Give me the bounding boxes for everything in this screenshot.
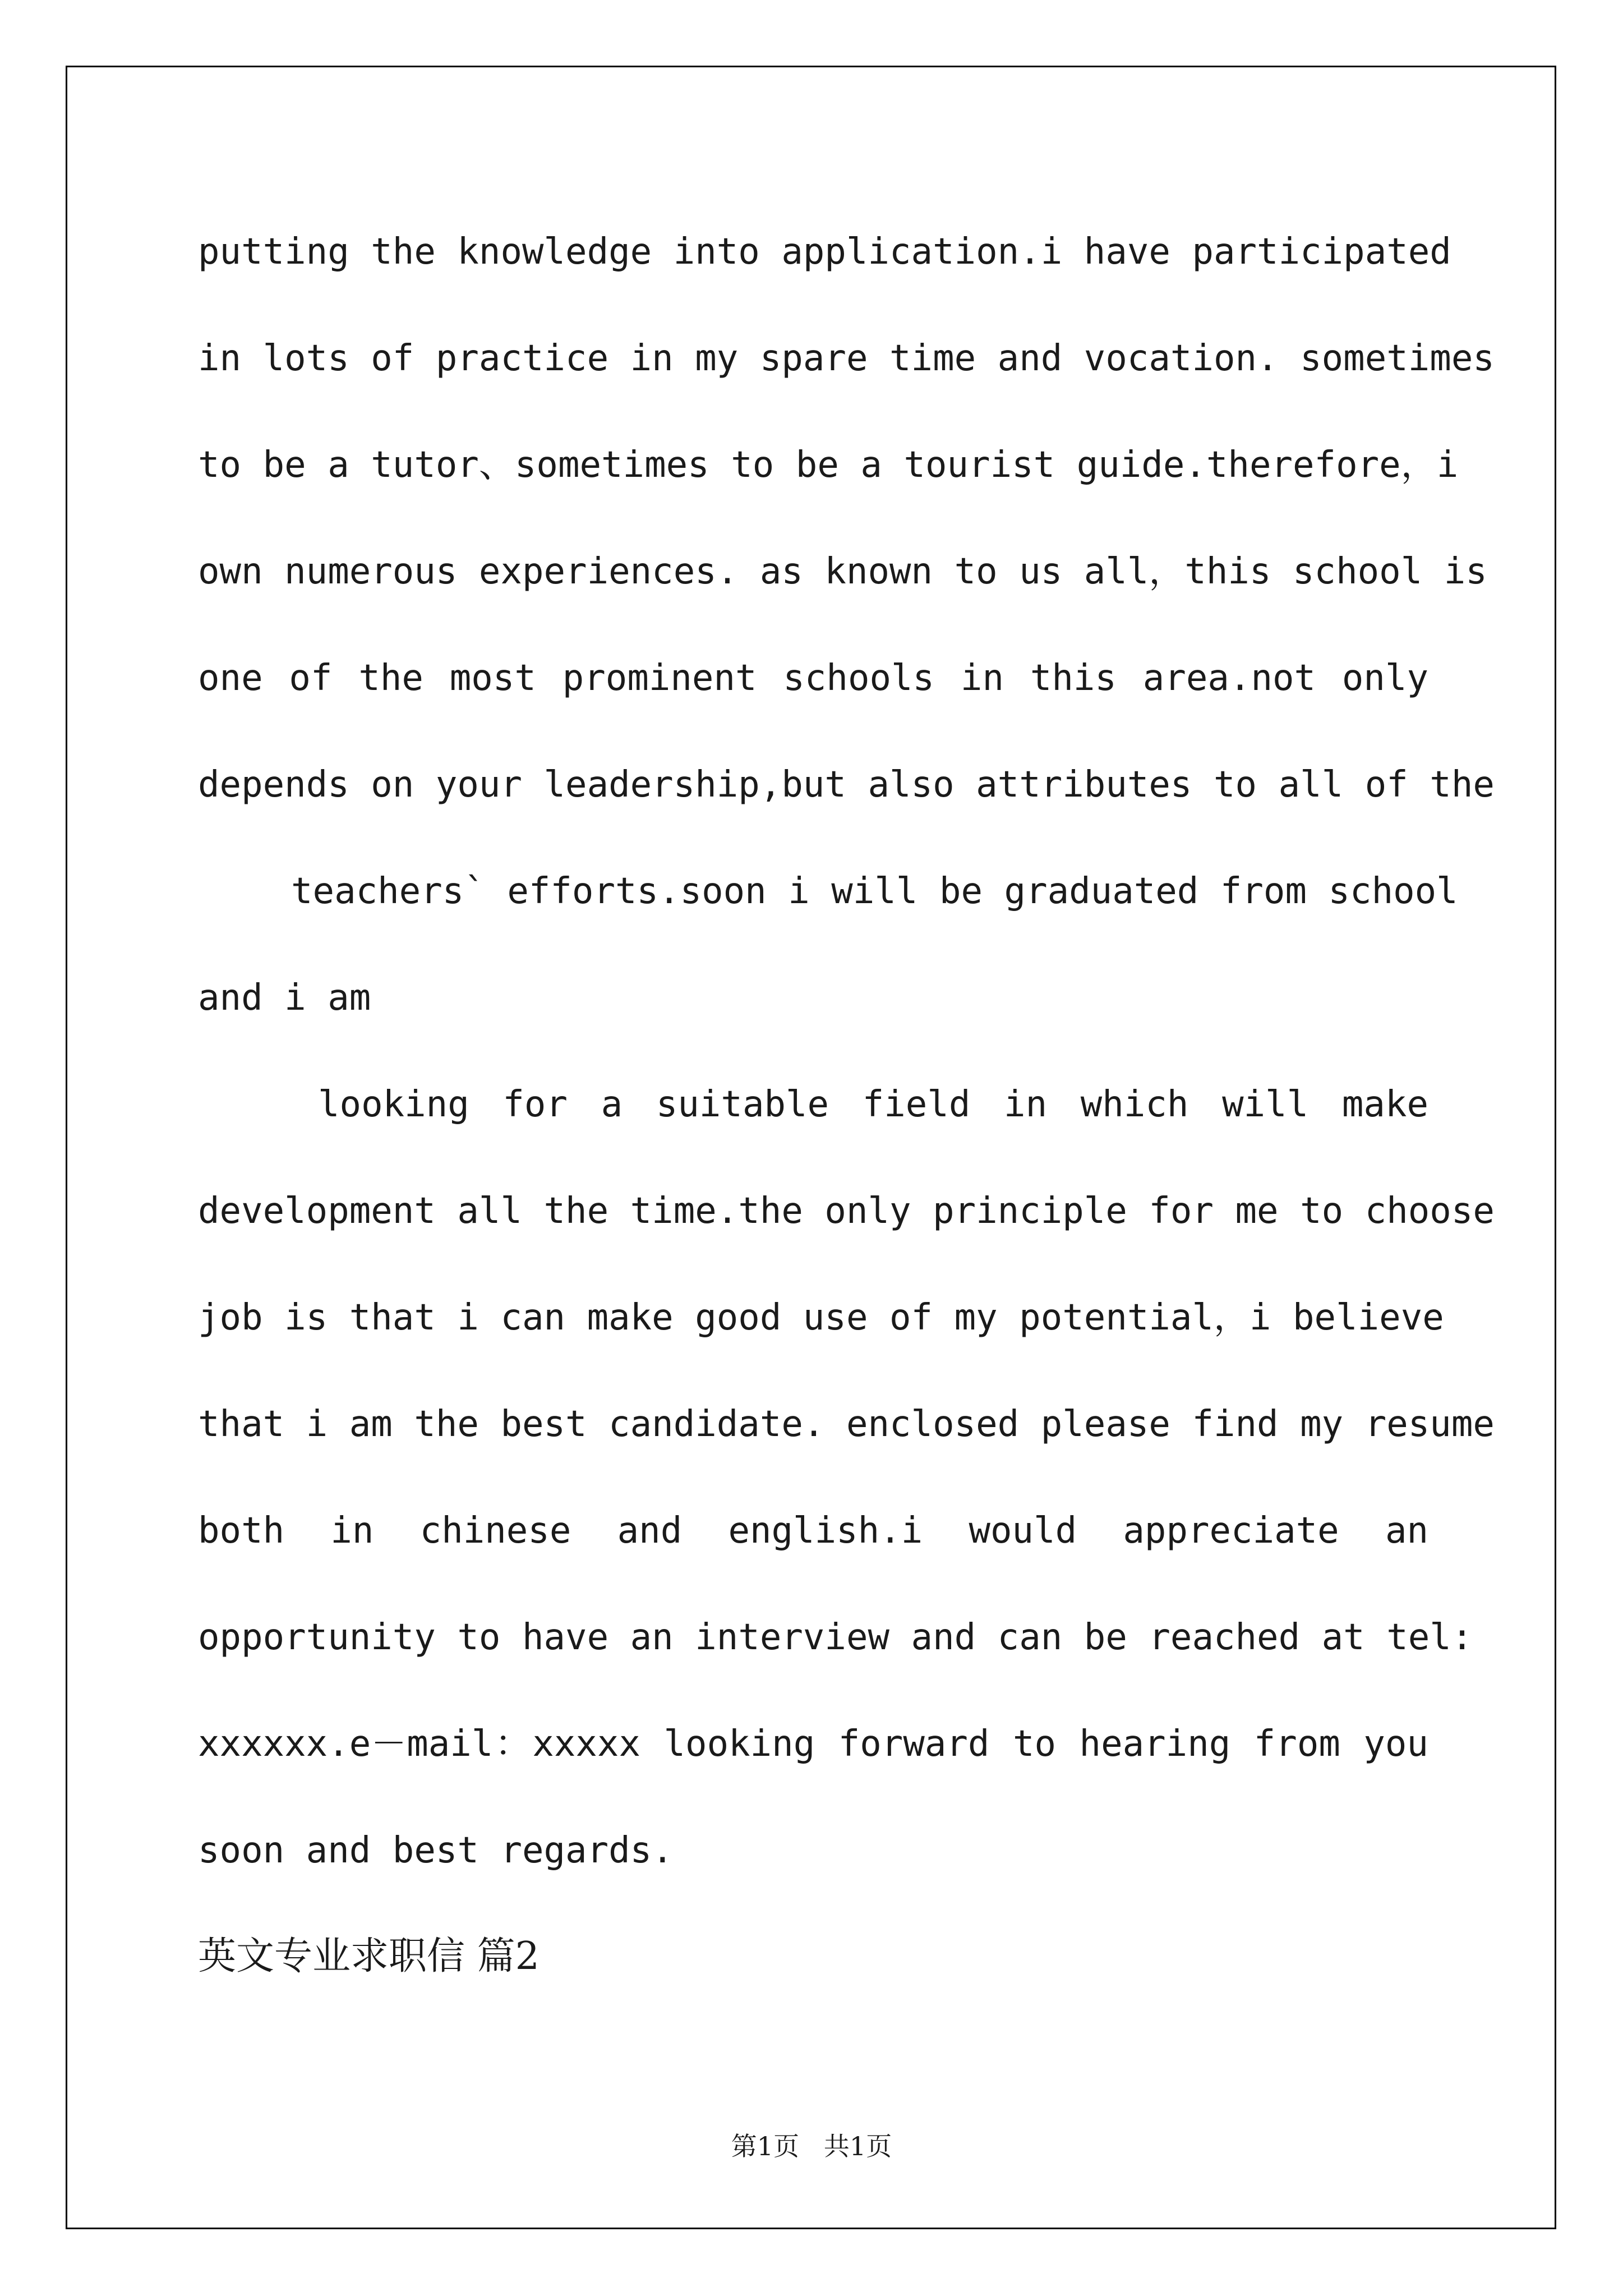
section-heading: 英文专业求职信 篇2 bbox=[198, 1934, 540, 1978]
body-line: in lots of practice in my spare time and vocation. sometimes bbox=[198, 338, 1495, 379]
body-line: teachers` efforts.soon i will be graduated from school bbox=[291, 871, 1458, 912]
body-line: soon and best regards. bbox=[198, 1830, 674, 1871]
letter-body bbox=[198, 224, 1495, 1929]
body-line: putting the knowledge into application.i have participated bbox=[198, 231, 1451, 273]
body-line: own numerous experiences. as known to us all，this school is bbox=[198, 551, 1487, 592]
body-line: depends on your leadership,but also attributes to all of the bbox=[198, 764, 1495, 806]
body-line: one of the most prominent schools in this area.not only bbox=[198, 657, 1428, 699]
body-line: that i am the best candidate. enclosed please find my resume bbox=[198, 1404, 1495, 1445]
body-line: both in chinese and english.i would appreciate an bbox=[198, 1510, 1428, 1552]
body-line: and i am bbox=[198, 977, 371, 1019]
body-line: xxxxxx.e－mail：xxxxx looking forward to hearing from you bbox=[198, 1723, 1428, 1765]
body-line: opportunity to have an interview and can be reached at tel: bbox=[198, 1617, 1473, 1658]
body-line: looking for a suitable field in which will make bbox=[318, 1084, 1428, 1125]
body-line: job is that i can make good use of my potential，i believe bbox=[198, 1297, 1444, 1338]
page-number-footer: 第1页 共1页 bbox=[731, 2131, 892, 2161]
body-line: to be a tutor、sometimes to be a tourist guide.therefore，i bbox=[198, 444, 1459, 486]
body-line: development all the time.the only principle for me to choose bbox=[198, 1190, 1495, 1232]
